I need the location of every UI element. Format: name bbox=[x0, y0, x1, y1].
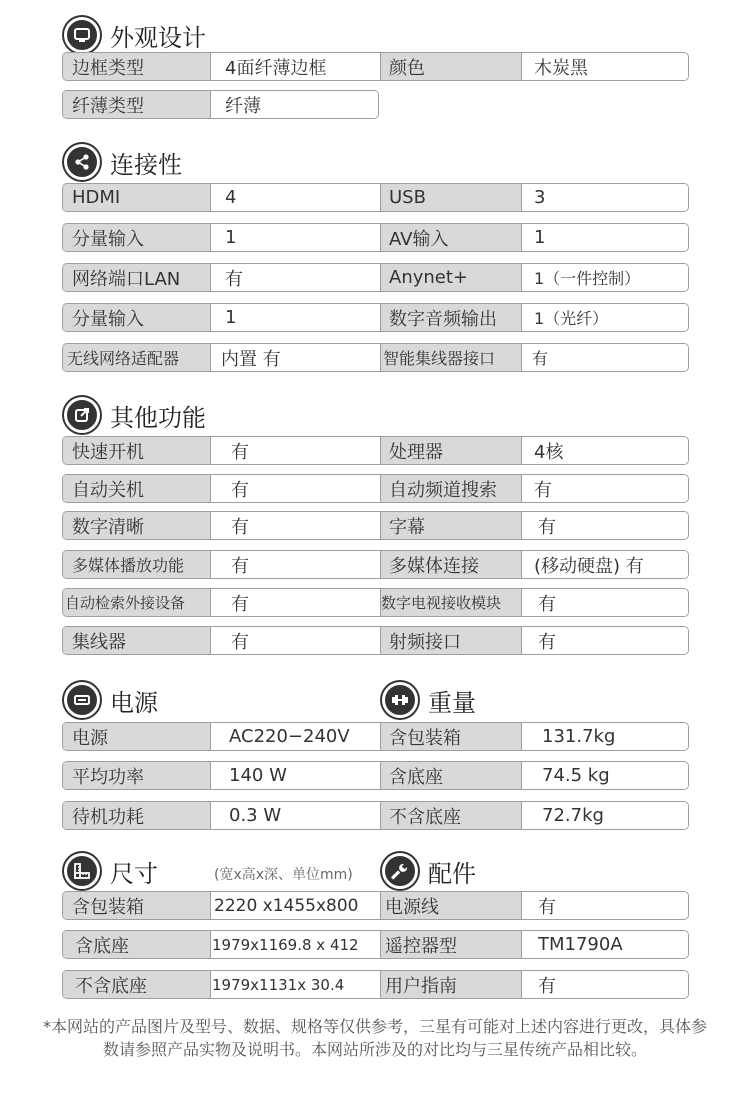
table-row bbox=[62, 626, 689, 655]
ruler-icon bbox=[64, 853, 100, 889]
spec-label: 多媒体连接 bbox=[380, 551, 521, 578]
spec-value: AC220−240V bbox=[210, 723, 380, 750]
section-title: 外观设计 bbox=[110, 23, 206, 52]
table-row bbox=[62, 891, 689, 920]
section-connectivity-header bbox=[64, 144, 182, 180]
spec-label: 无线网络适配器 bbox=[63, 344, 210, 371]
spec-label: 快速开机 bbox=[63, 437, 210, 464]
wrench-icon bbox=[382, 853, 418, 889]
spec-label: 电源线 bbox=[380, 892, 521, 919]
spec-label: USB bbox=[380, 184, 521, 211]
spec-value: 有 bbox=[521, 589, 688, 616]
spec-value: 4 bbox=[210, 184, 380, 211]
spec-label: 含底座 bbox=[63, 931, 210, 958]
spec-label: 数字音频输出 bbox=[380, 304, 521, 331]
spec-value: 有 bbox=[521, 512, 688, 539]
spec-label: Anynet+ bbox=[380, 264, 521, 291]
spec-value: 木炭黑 bbox=[521, 53, 688, 80]
spec-label: 纤薄类型 bbox=[63, 91, 210, 118]
table-row bbox=[62, 263, 689, 292]
spec-value: 2220 x1455x800 bbox=[210, 892, 380, 919]
spec-label: 分量输入 bbox=[63, 224, 210, 251]
spec-value: 有 bbox=[210, 589, 380, 616]
spec-value: 74.5 kg bbox=[521, 762, 688, 789]
spec-value: 3 bbox=[521, 184, 688, 211]
spec-value: (移动硬盘) 有 bbox=[521, 551, 688, 578]
spec-label: 平均功率 bbox=[63, 762, 210, 789]
spec-label: 颜色 bbox=[380, 53, 521, 80]
table-row bbox=[62, 930, 689, 959]
table-row bbox=[62, 474, 689, 503]
spec-value: 有 bbox=[210, 437, 380, 464]
spec-value: 1979x1169.8 x 412 bbox=[210, 931, 380, 958]
spec-value: 有 bbox=[210, 475, 380, 502]
spec-label: 待机功耗 bbox=[63, 802, 210, 829]
spec-label: 多媒体播放功能 bbox=[63, 551, 210, 578]
spec-label: 分量输入 bbox=[63, 304, 210, 331]
spec-value: 0.3 W bbox=[210, 802, 380, 829]
spec-value: 有 bbox=[521, 627, 688, 654]
table-row bbox=[62, 722, 689, 751]
spec-label: 数字电视接收模块 bbox=[380, 589, 521, 616]
spec-value: 131.7kg bbox=[521, 723, 688, 750]
section-power-header bbox=[64, 682, 158, 718]
spec-label: 射频接口 bbox=[380, 627, 521, 654]
table-row bbox=[62, 223, 689, 252]
table-row bbox=[62, 90, 379, 119]
spec-label: 边框类型 bbox=[63, 53, 210, 80]
spec-value: 有 bbox=[210, 512, 380, 539]
spec-value: 有 bbox=[521, 475, 688, 502]
spec-value: 4核 bbox=[521, 437, 688, 464]
spec-label: 网络端口LAN bbox=[63, 264, 210, 291]
section-title: 配件 bbox=[428, 859, 476, 888]
table-row bbox=[62, 588, 689, 617]
table-row bbox=[62, 801, 689, 830]
table-row bbox=[62, 436, 689, 465]
size-unit-note: (宽x高x深、单位mm) bbox=[214, 867, 353, 883]
spec-label: 数字清晰 bbox=[63, 512, 210, 539]
table-row bbox=[62, 52, 689, 81]
spec-label: 用户指南 bbox=[380, 971, 521, 998]
spec-value: 内置 有 bbox=[210, 344, 380, 371]
table-row bbox=[62, 761, 689, 790]
table-row bbox=[62, 550, 689, 579]
spec-value: 纤薄 bbox=[210, 91, 378, 118]
spec-value: 有 bbox=[210, 551, 380, 578]
section-title: 电源 bbox=[110, 688, 158, 717]
disclaimer-footnote: *本网站的产品图片及型号、数据、规格等仅供参考，三星有可能对上述内容进行更改，具体参数请参照产品实物及说明书。本网站所涉及的对比均与三星传统产品相比较。 bbox=[42, 1017, 707, 1059]
spec-label: 自动关机 bbox=[63, 475, 210, 502]
spec-label: 不含底座 bbox=[380, 802, 521, 829]
tv-icon bbox=[64, 17, 100, 53]
export-icon bbox=[64, 397, 100, 433]
spec-value: 140 W bbox=[210, 762, 380, 789]
spec-value: 1 bbox=[210, 224, 380, 251]
spec-value: 1 bbox=[210, 304, 380, 331]
dumbbell-icon bbox=[382, 682, 418, 718]
spec-label: 电源 bbox=[63, 723, 210, 750]
spec-label: 集线器 bbox=[63, 627, 210, 654]
spec-value: 有 bbox=[521, 892, 688, 919]
spec-label: 自动频道搜索 bbox=[380, 475, 521, 502]
spec-label: 自动检索外接设备 bbox=[63, 589, 210, 616]
spec-value: 1（光纤） bbox=[521, 304, 688, 331]
spec-value: 4面纤薄边框 bbox=[210, 53, 380, 80]
table-row bbox=[62, 511, 689, 540]
spec-label: 智能集线器接口 bbox=[380, 344, 521, 371]
table-row bbox=[62, 970, 689, 999]
spec-value: 1979x1131x 30.4 bbox=[210, 971, 380, 998]
section-accessories-header bbox=[382, 853, 476, 889]
spec-value: 有 bbox=[521, 971, 688, 998]
section-other-header bbox=[64, 397, 206, 433]
section-title: 其他功能 bbox=[110, 403, 206, 432]
section-weight-header bbox=[382, 682, 476, 718]
spec-value: 有 bbox=[210, 627, 380, 654]
spec-value: 1 bbox=[521, 224, 688, 251]
table-row bbox=[62, 303, 689, 332]
section-title: 连接性 bbox=[110, 150, 182, 179]
spec-value: TM1790A bbox=[521, 931, 688, 958]
section-size-header bbox=[64, 853, 353, 889]
spec-label: 字幕 bbox=[380, 512, 521, 539]
spec-label: 不含底座 bbox=[63, 971, 210, 998]
spec-label: 含包装箱 bbox=[63, 892, 210, 919]
section-appearance-header bbox=[64, 17, 206, 53]
spec-value: 有 bbox=[521, 344, 688, 371]
battery-icon bbox=[64, 682, 100, 718]
table-row bbox=[62, 183, 689, 212]
spec-value: 有 bbox=[210, 264, 380, 291]
table-row bbox=[62, 343, 689, 372]
spec-label: 含底座 bbox=[380, 762, 521, 789]
spec-label: HDMI bbox=[63, 184, 210, 211]
section-title: 尺寸 bbox=[110, 859, 158, 888]
section-title: 重量 bbox=[428, 688, 476, 717]
spec-value: 1（一件控制） bbox=[521, 264, 688, 291]
spec-label: 处理器 bbox=[380, 437, 521, 464]
spec-label: 含包装箱 bbox=[380, 723, 521, 750]
spec-value: 72.7kg bbox=[521, 802, 688, 829]
spec-label: 遥控器型 bbox=[380, 931, 521, 958]
share-icon bbox=[64, 144, 100, 180]
spec-label: AV输入 bbox=[380, 224, 521, 251]
